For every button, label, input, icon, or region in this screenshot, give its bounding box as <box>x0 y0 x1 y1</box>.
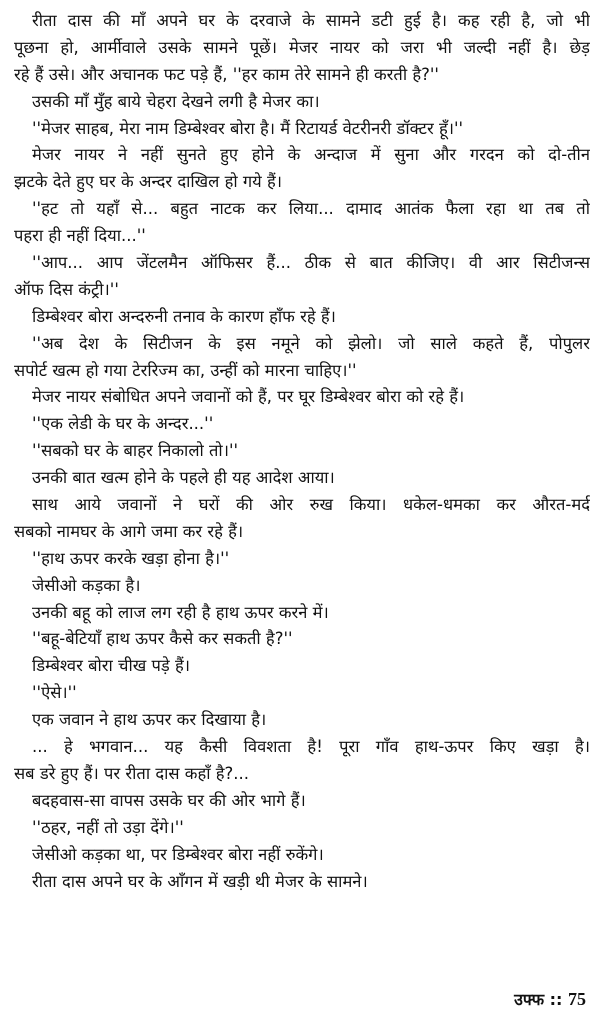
text-line: बदहवास-सा वापस उसके घर की ओर भागे हैं। <box>32 790 306 810</box>
text-line: ''ऐसे।'' <box>32 683 77 703</box>
text-line: ''आप... आप जेंटलमैन ऑफिसर हैं... ठीक से बात कीजिए। वी आर सिटीजन्स <box>32 253 590 273</box>
text-line: रीता दास अपने घर के आँगन में खड़ी थी मेजर के सामने। <box>32 871 368 891</box>
text-line: ''सबको घर के बाहर निकालो तो।'' <box>32 441 239 461</box>
text-line: उसकी माँ मुँह बाये चेहरा देखने लगी है मेजर का। <box>32 91 320 111</box>
text-line: साथ आये जवानों ने घरों की ओर रुख किया। धकेल-धमका कर औरत-मर्द <box>32 495 590 515</box>
text-line: सबको नामघर के आगे जमा कर रहे हैं। <box>14 521 244 541</box>
text-line: डिम्बेश्वर बोरा अन्दरुनी तनाव के कारण हाँफ रहे हैं। <box>32 306 336 326</box>
text-line: ''हाथ ऊपर करके खड़ा होना है।'' <box>32 548 230 568</box>
running-title: उफ्फ <box>514 990 545 1009</box>
text-line: रहे हैं उसे। और अचानक फट पड़े हैं, ''हर काम तेरे सामने ही करती है?'' <box>14 64 439 84</box>
text-line: मेजर नायर ने नहीं सुनते हुए होने के अन्दाज में सुना और गरदन को दो-तीन <box>32 145 590 165</box>
text-line: एक जवान ने हाथ ऊपर कर दिखाया है। <box>32 710 267 730</box>
page-footer <box>514 988 586 1010</box>
text-line: उनकी बहू को लाज लग रही है हाथ ऊपर करने में। <box>32 602 329 622</box>
text-line: ''मेजर साहब, मेरा नाम डिम्बेश्वर बोरा है। मैं रिटायर्ड वेटरीनरी डॉक्टर हूँ।'' <box>32 118 464 138</box>
footer-separator: :: <box>549 990 563 1009</box>
text-line: जेसीओ कड़का है। <box>32 575 141 595</box>
text-line: पहरा ही नहीं दिया...'' <box>14 226 146 246</box>
text-line: झटके देते हुए घर के अन्दर दाखिल हो गये हैं। <box>14 172 283 192</box>
text-line: डिम्बेश्वर बोरा चीख पड़े हैं। <box>32 656 190 676</box>
text-line: रीता दास की माँ अपने घर के दरवाजे के सामने डटी हुई है। कह रही है, जो भी <box>32 11 590 30</box>
text-line: ... हे भगवान... यह कैसी विवशता है! पूरा गाँव हाथ-ऊपर किए खड़ा है। <box>32 737 590 757</box>
text-line: सपोर्ट खत्म हो गया टेररिज्म का, उन्हीं को मारना चाहिए।'' <box>14 360 357 380</box>
text-line: जेसीओ कड़का था, पर डिम्बेश्वर बोरा नहीं रुकेंगे। <box>32 844 324 864</box>
page-number: 75 <box>568 989 586 1009</box>
text-line: ''एक लेडी के घर के अन्दर...'' <box>32 414 214 434</box>
text-line: ऑफ दिस कंट्री।'' <box>14 279 119 299</box>
text-line: उनकी बात खत्म होने के पहले ही यह आदेश आया। <box>32 468 335 488</box>
text-line: मेजर नायर संबोधित अपने जवानों को हैं, पर घूर डिम्बेश्वर बोरा को रहे हैं। <box>32 387 465 407</box>
text-line: ''ठहर, नहीं तो उड़ा देंगे।'' <box>32 817 184 837</box>
text-line: ''अब देश के सिटीजन के इस नमूने को झेलो। जो साले कहते हैं, पोपुलर <box>32 333 590 353</box>
text-line: पूछना हो, आर्मीवाले उसके सामने पूछें। मेजर नायर को जरा भी जल्दी नहीं है। छेड़ <box>14 37 590 57</box>
text-line: ''बहू-बेटियाँ हाथ ऊपर कैसे कर सकती है?'' <box>32 629 293 649</box>
text-line: सब डरे हुए हैं। पर रीता दास कहाँ है?... <box>14 763 249 783</box>
body-text <box>14 8 590 895</box>
text-line: ''हट तो यहाँ से... बहुत नाटक कर लिया... दामाद आतंक फैला रहा था तब तो <box>32 199 590 219</box>
